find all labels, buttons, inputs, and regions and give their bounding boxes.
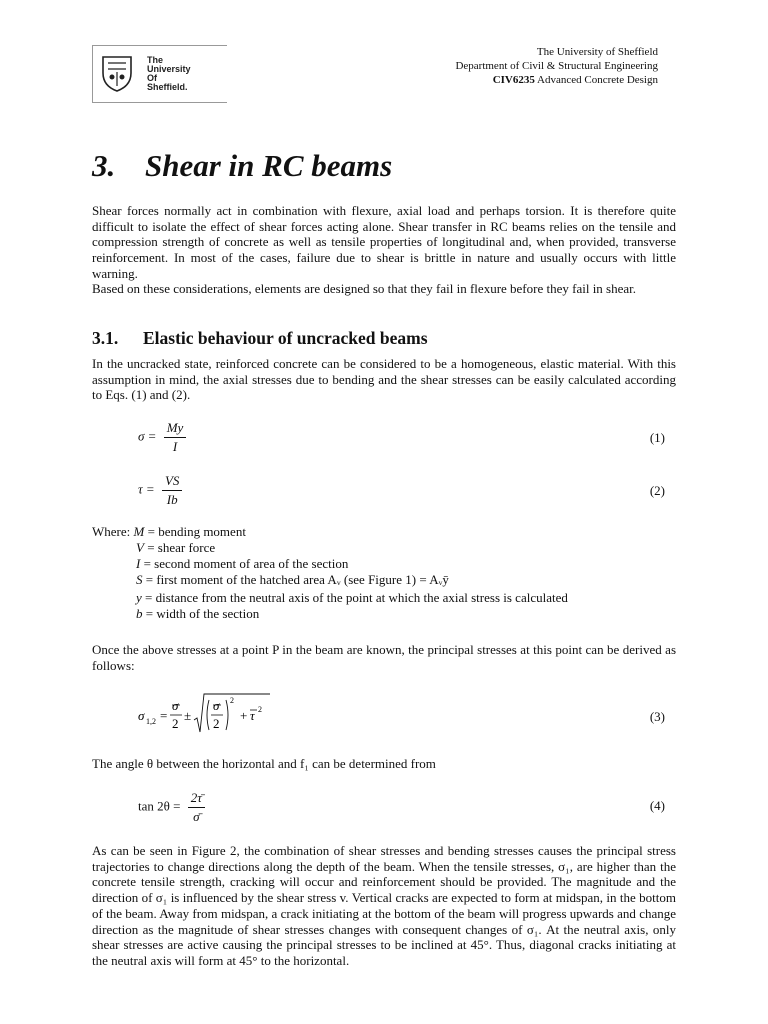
svg-text:2: 2: [230, 696, 234, 705]
svg-text:2: 2: [172, 716, 179, 731]
principal-paragraph: Once the above stresses at a point P in the beam are known, the principal stresses at this point can be derived as follows:: [92, 642, 676, 673]
svg-text:±: ±: [184, 708, 192, 723]
definition-row: I = second moment of area of the section: [136, 556, 349, 571]
angle-paragraph: The angle θ between the horizontal and f₁ can be determined from: [92, 756, 436, 771]
university-logo: [92, 45, 227, 103]
equation-3: [136, 690, 276, 738]
equation-2-label: (2): [649, 483, 665, 498]
svg-text:σ: σ: [172, 698, 179, 713]
equation-1: σ = $\frac{My}{I}$: [138, 420, 186, 455]
section-heading: 3.1. Elastic behaviour of uncracked beams: [92, 328, 428, 348]
logo-wordmark: The University Of Sheffield.: [147, 55, 191, 92]
definition-row: S = first moment of the hatched area Aᵥ (see Figure 1) = Aᵥȳ: [136, 572, 449, 587]
equation-4: tan 2θ = $\frac{2\taū}{\sigmā}$: [138, 790, 205, 825]
document-header: [455, 45, 658, 87]
equation-4-label: (4): [649, 798, 665, 813]
final-paragraph: As can be seen in Figure 2, the combination of shear stresses and bending stresses causes the principal stress trajectories to change directions along the depth of the beam. When the tensile stresses, σ₁, are higher than the concrete tensile strength, cracking will occur and reinforcement should be provided. The magnitude and the direction of σ₁ is influenced by the shear stress v. Vertical cracks are expected to form at midspan, in the bottom of the beam. Away from midspan, a crack initiating at the bottom of the beam will progress upwards and change direction as the magnitude of shear stresses changes with consequent changes of σ₁. At the neutral axis, only shear stresses are active causing the principal stresses to be inclined at 45°. Thus, diagonal cracks initiating at the neutral axis will form at 45° to the horizontal.: [92, 843, 676, 968]
equation-3-label: (3): [649, 709, 665, 724]
university-name: The University of Sheffield: [536, 46, 658, 58]
svg-text:+: +: [240, 708, 248, 723]
svg-text:σ: σ: [138, 708, 145, 723]
svg-text:2: 2: [213, 716, 220, 731]
design-paragraph: Based on these considerations, elements are designed so that they fail in flexure before they fail in shear.: [92, 281, 637, 296]
crest-icon: [100, 53, 134, 93]
svg-text:2: 2: [258, 705, 262, 714]
symbol-definitions: [92, 524, 568, 622]
definition-row: b = width of the section: [136, 606, 260, 621]
svg-text:τ: τ: [250, 708, 255, 723]
equation-1-label: (1): [649, 430, 665, 445]
svg-text:1,2: 1,2: [146, 717, 156, 726]
svg-text:σ: σ: [213, 698, 220, 713]
svg-text:=: =: [160, 708, 168, 723]
definition-row: y = distance from the neutral axis of the point at which the axial stress is calculated: [136, 590, 568, 605]
department-name: Department of Civil & Structural Engineering: [455, 60, 658, 72]
uncracked-paragraph: In the uncracked state, reinforced concrete can be considered to be a homogeneous, elastic material. With this assumption in mind, the axial stresses due to bending and the shear stresses can be easily calculated according to Eqs. (1) and (2).: [92, 356, 676, 403]
course-line: CIV6235 Advanced Concrete Design: [492, 74, 658, 86]
intro-paragraph: Shear forces normally act in combination with flexure, axial load and perhaps torsion. It is therefore quite difficult to isolate the effect of shear forces acting alone. Shear transfer in RC beams relies on the tensile and compression strength of concrete as well as tensile properties of longitudinal and, when provided, transverse reinforcement. In most of the cases, failure due to shear is brittle in nature and usually occurs with little warning.: [92, 203, 676, 281]
definition-row: Where: M = bending moment: [92, 524, 246, 539]
equation-2: τ = $\frac{VS}{Ib}$: [138, 473, 182, 508]
chapter-title: 3. Shear in RC beams: [92, 148, 393, 183]
definition-row: V = shear force: [136, 540, 216, 555]
